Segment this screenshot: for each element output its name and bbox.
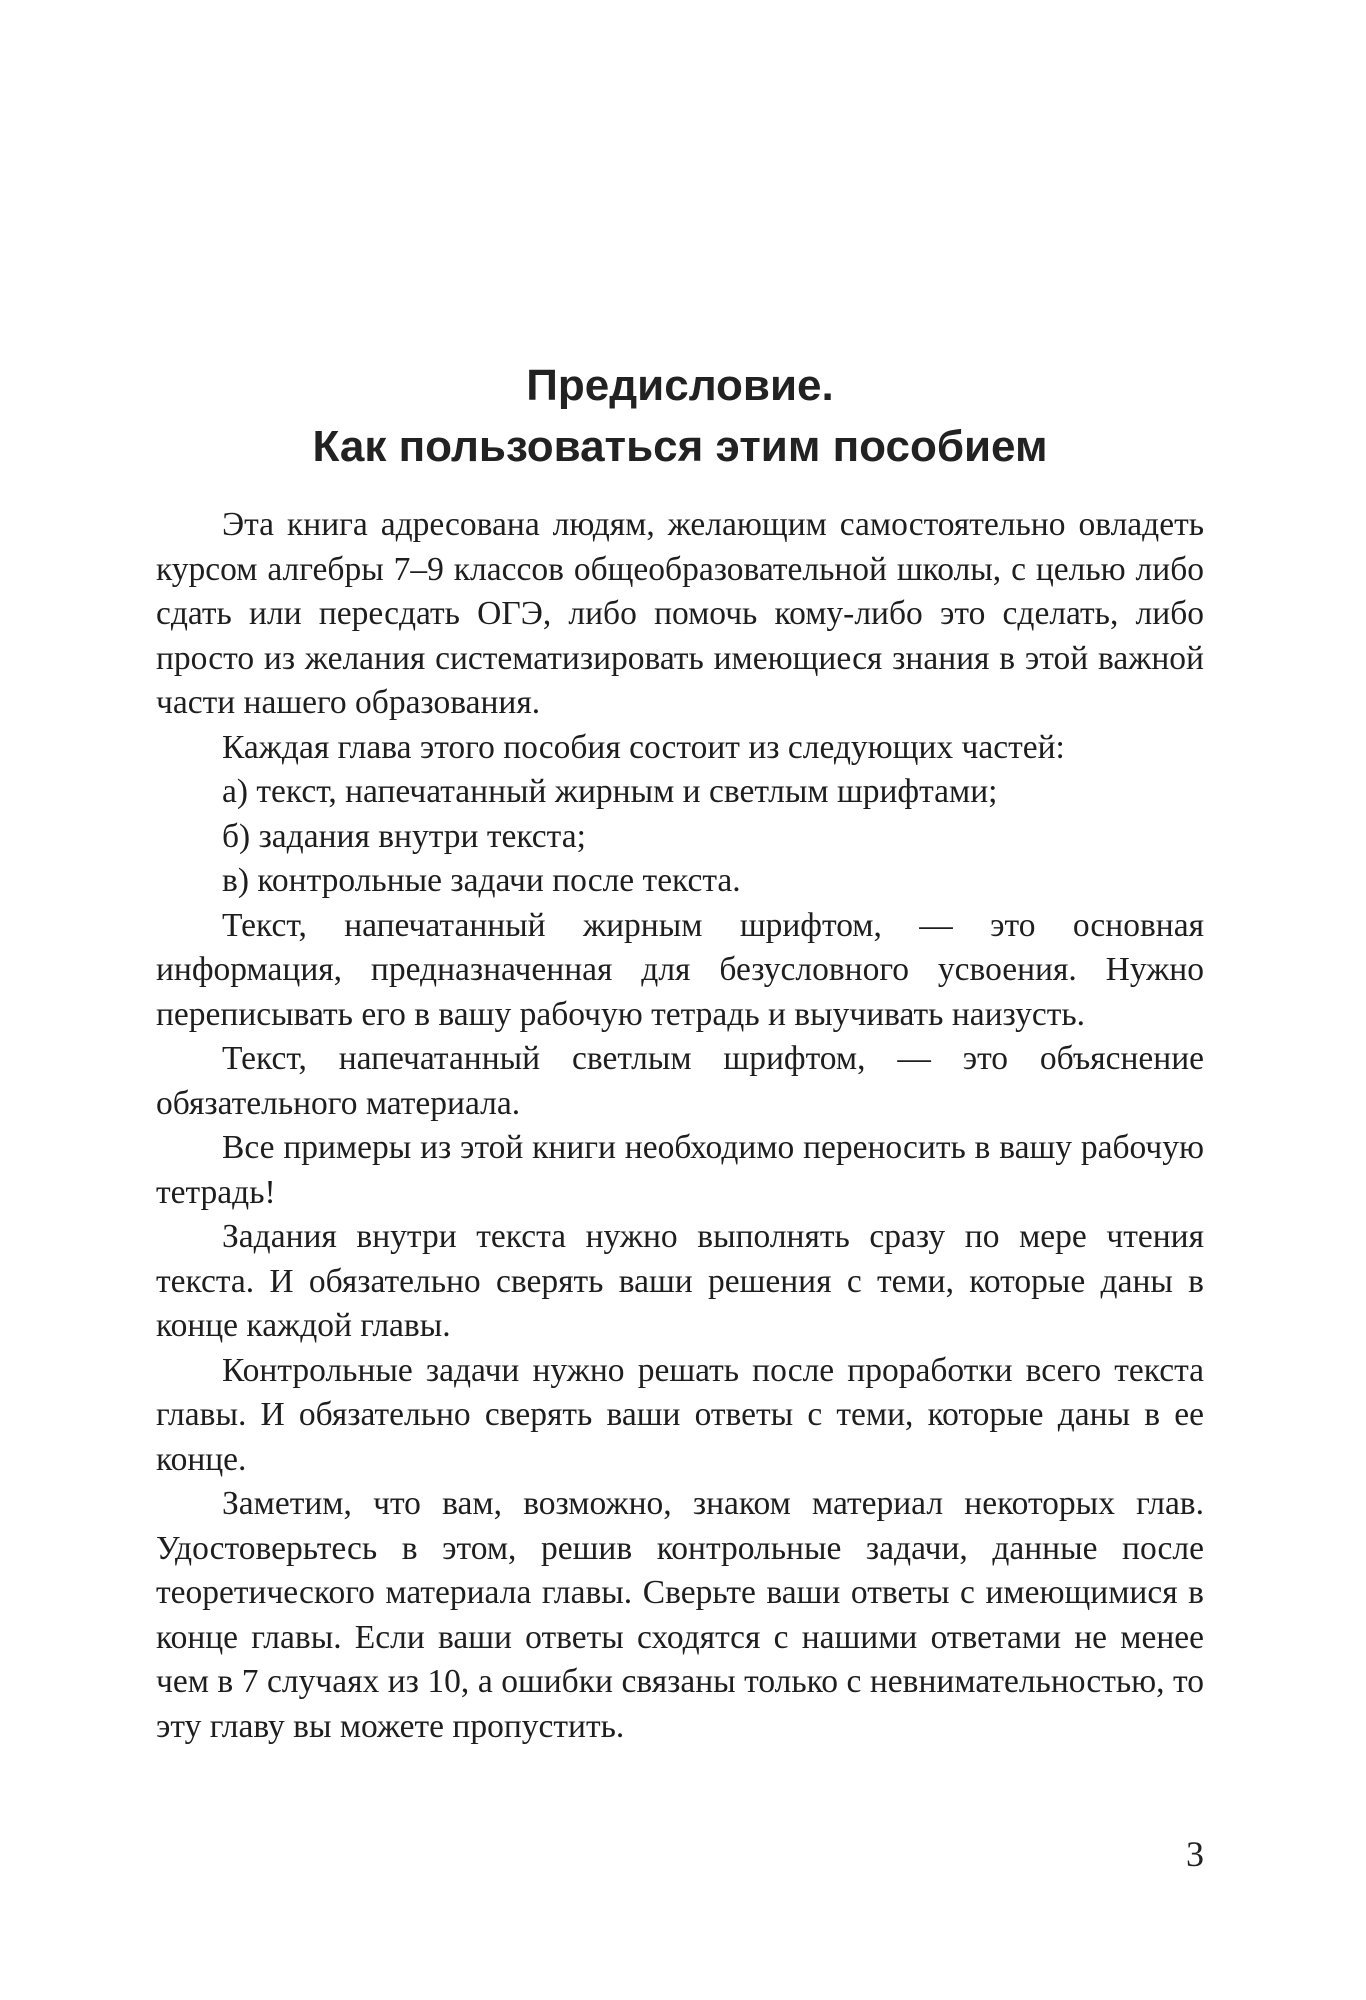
body-text <box>156 503 1204 1749</box>
paragraph-examples: Все примеры из этой книги необходимо переносить в вашу рабочую тетрадь! <box>156 1129 1204 1211</box>
paragraph-intro: Эта книга адресована людям, желающим самостоятельно овладеть курсом алгебры 7–9 классов общеобразовательной школы, с целью либо сдать или пересдать ОГЭ, либо помочь кому-либо это сделать, либо просто из желания систематизировать имеющиеся знания в этой важной части нашего образования. <box>156 506 1204 721</box>
title-line-1: Предисловие. <box>526 361 834 410</box>
book-page <box>156 0 1204 2000</box>
title-line-2: Как пользоваться этим пособием <box>312 422 1048 471</box>
paragraph-chapter-parts: Каждая глава этого пособия состоит из следующих частей: <box>222 728 1065 766</box>
list-item-c: в) контрольные задачи после текста. <box>222 862 741 899</box>
list-item-b: б) задания внутри текста; <box>222 817 586 855</box>
paragraph-skip-chapter: Заметим, что вам, возможно, знаком материал некоторых глав. Удостоверьтесь в этом, решив контрольные задачи, данные после теоретического материала главы. Сверьте ваши ответы с имеющимися в конце главы. Если ваши ответы сходятся с нашими ответами не менее чем в 7 случаях из 10, а ошибки связаны только с невнимательностью, то эту главу вы можете пропустить. <box>156 1485 1204 1745</box>
list-item-a: а) текст, напечатанный жирным и светлым шрифтами; <box>222 773 998 810</box>
paragraph-bold-text: Текст, напечатанный жирным шрифтом, — это основная информация, предназначенная для безусловного усвоения. Нужно переписывать его в вашу рабочую тетрадь и выучивать наизусть. <box>156 906 1204 1033</box>
paragraph-light-text: Текст, напечатанный светлым шрифтом, — это объяснение обязательного материала. <box>156 1040 1204 1122</box>
paragraph-control-problems: Контрольные задачи нужно решать после проработки всего текста главы. И обязательно сверять ваши ответы с теми, которые даны в ее конце. <box>156 1351 1204 1478</box>
page-number: 3 <box>1186 1834 1204 1874</box>
paragraph-tasks: Задания внутри текста нужно выполнять сразу по мере чтения текста. И обязательно сверять ваши решения с теми, которые даны в конце каждой главы. <box>156 1218 1204 1344</box>
page-title <box>156 355 1204 477</box>
